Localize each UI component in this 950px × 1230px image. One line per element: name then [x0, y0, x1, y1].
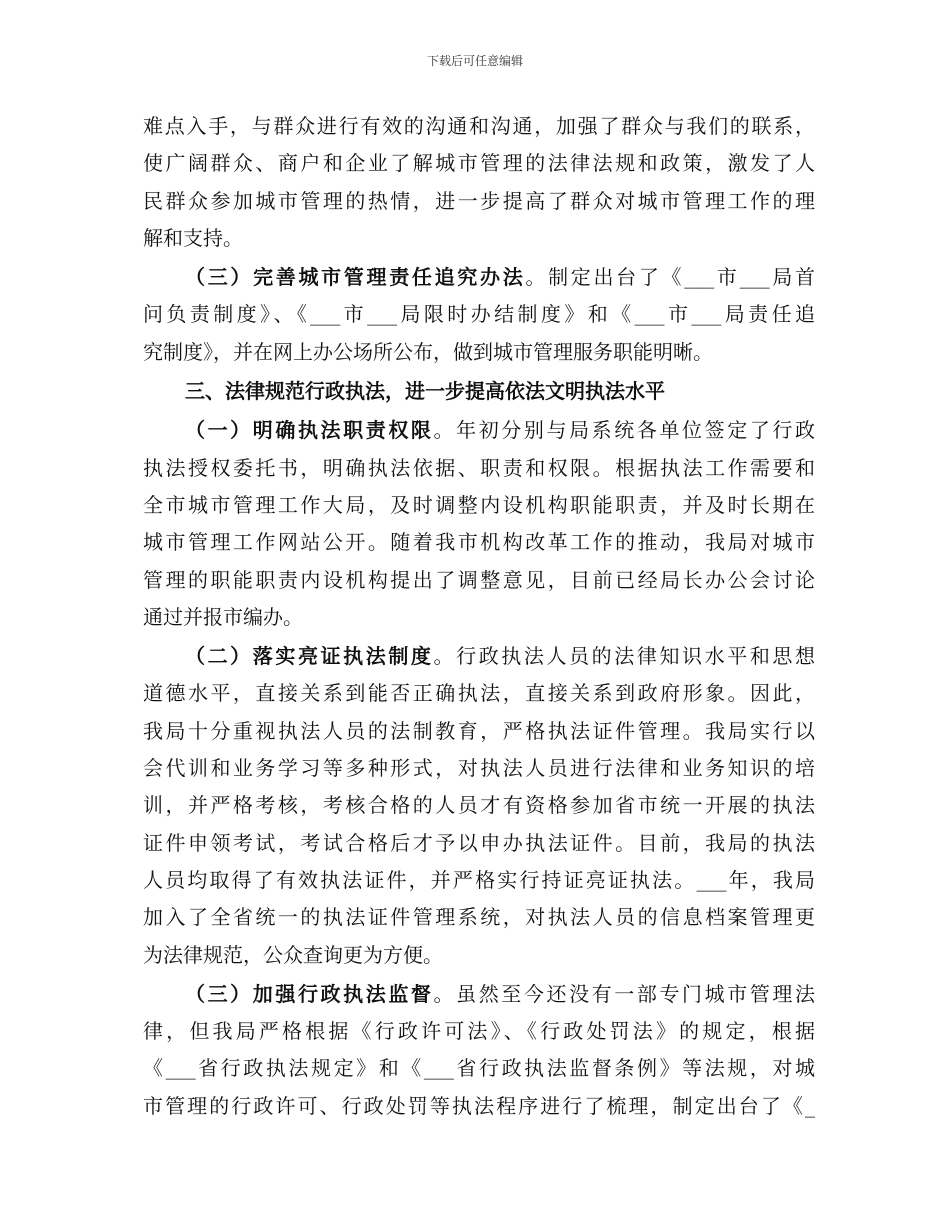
text-line: [143, 899, 815, 936]
text-line: [143, 787, 815, 824]
paragraph-first-line: [143, 638, 815, 675]
line-text: 道德水平，直接关系到能否正确执法，直接关系到政府形象。因此，: [143, 681, 815, 706]
line-text: 通过并报市编办。: [143, 604, 303, 629]
line-text: 全市城市管理工作大局，及时调整内设机构职能职责，并及时长期在: [143, 492, 815, 517]
text-line: [143, 825, 815, 862]
page-header: 下载后可任意编辑: [426, 54, 523, 68]
line-text: 难点入手，与群众进行有效的沟通和沟通，加强了群众与我们的联系，: [143, 114, 815, 138]
line-text: 。年初分别与局系统各单位签定了行政: [433, 418, 816, 443]
line-text: 问负责制度》、《___市___局限时办结制度》和《___市___局责任追: [143, 302, 815, 327]
section-heading-text: 三、法律规范行政执法，进一步提高依法文明执法水平: [185, 379, 665, 404]
line-text: 市管理的行政许可、行政处罚等执法程序进行了梳理，制定出台了《_: [143, 1093, 815, 1118]
text-line: [143, 1088, 815, 1125]
text-line: [143, 183, 815, 220]
line-text: 使广阔群众、商户和企业了解城市管理的法律法规和政策，激发了人: [143, 151, 815, 176]
text-line: [143, 713, 815, 750]
line-text: 律，但我局严格根据《行政许可法》、《行政处罚法》的规定，根据: [143, 1019, 815, 1044]
document-body: [143, 108, 815, 1125]
line-text: 会代训和业务学习等多种形式，对执法人员进行法律和业务知识的培: [143, 756, 815, 781]
text-line: [143, 145, 815, 182]
text-line: [143, 675, 815, 712]
text-line: [143, 296, 815, 333]
line-text: 究制度》，并在网上办公场所公布，做到城市管理服务职能明晰。: [143, 339, 713, 364]
paragraph-first-line: [143, 412, 815, 449]
line-text: 。制定出台了《___市___局首: [525, 265, 816, 290]
text-line: [143, 487, 815, 524]
paragraph-heading: （三）完善城市管理责任追究办法: [185, 265, 526, 290]
line-text: 管理的职能职责内设机构提出了调整意见，目前已经局长办公会讨论: [143, 567, 815, 592]
line-text: 城市管理工作网站公开。随着我市机构改革工作的推动，我局对城市: [143, 530, 815, 555]
text-line: [143, 450, 815, 487]
text-line: [143, 220, 815, 257]
text-line: [143, 334, 815, 371]
text-line: [143, 1013, 815, 1050]
paragraph-heading: （一）明确执法职责权限: [185, 418, 434, 443]
text-line: [143, 524, 815, 561]
line-text: 训，并严格考核，考核合格的人员才有资格参加省市统一开展的执法: [143, 793, 815, 818]
line-text: 人员均取得了有效执法证件，并严格实行持证亮证执法。___年，我局: [143, 867, 815, 892]
line-text: 民群众参加城市管理的热情，进一步提高了群众对城市管理工作的理: [143, 188, 815, 213]
text-line: [143, 750, 815, 787]
line-text: 证件申领考试，考试合格后才予以申办执法证件。目前，我局的执法: [143, 830, 815, 855]
line-text: 加入了全省统一的执法证件管理系统，对执法人员的信息档案管理更: [143, 905, 815, 930]
text-line: [143, 937, 815, 974]
text-line: [143, 599, 815, 636]
text-line: [143, 1050, 815, 1087]
section-heading: [143, 373, 815, 410]
line-text: 《___省行政执法规定》和《___省行政执法监督条例》等法规，对城: [143, 1056, 815, 1081]
paragraph-heading: （二）落实亮证执法制度: [185, 644, 434, 669]
text-line: [143, 562, 815, 599]
line-text: 解和支持。: [143, 225, 243, 250]
paragraph-first-line: [143, 259, 815, 296]
paragraph-first-line: [143, 976, 815, 1013]
line-text: 执法授权委托书，明确执法依据、职责和权限。根据执法工作需要和: [143, 455, 815, 480]
paragraph-heading: （三）加强行政执法监督: [185, 981, 434, 1006]
line-text: 我局十分重视执法人员的法制教育，严格执法证件管理。我局实行以: [143, 718, 815, 743]
line-text: 。虽然至今还没有一部专门城市管理法: [433, 981, 816, 1006]
text-line: [143, 108, 815, 145]
text-line: [143, 862, 815, 899]
line-text: 为法律规范，公众查询更为方便。: [143, 942, 443, 967]
line-text: 。行政执法人员的法律知识水平和思想: [433, 644, 816, 669]
